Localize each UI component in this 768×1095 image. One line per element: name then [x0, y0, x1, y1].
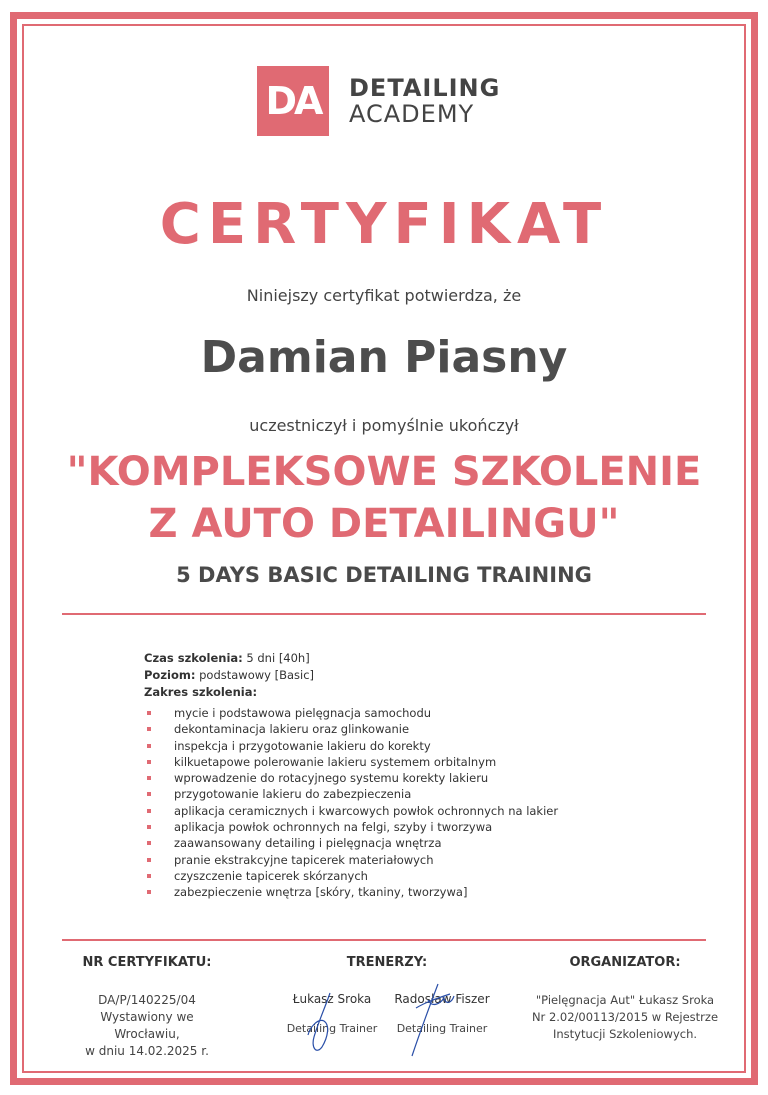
organizer-header: ORGANIZATOR:	[569, 955, 681, 970]
duration-value: 5 dni [40h]	[246, 651, 310, 665]
signature-trainer-2	[398, 978, 458, 1063]
signature-trainer-1	[300, 985, 350, 1060]
certificate-title: CERTYFIKAT	[159, 192, 609, 257]
level-label: Poziom:	[144, 668, 196, 682]
level-value: podstawowy [Basic]	[199, 668, 315, 682]
duration-row	[144, 650, 558, 667]
scope-list	[144, 705, 558, 901]
intro-text: Niniejszy certyfikat potwierdza, że	[246, 286, 522, 305]
course-subtitle: 5 DAYS BASIC DETAILING TRAINING	[176, 563, 592, 587]
scope-label: Zakres szkolenia:	[144, 685, 258, 699]
list-item: zabezpieczenie wnętrza [skóry, tkaniny, tworzywa]	[144, 884, 558, 900]
course-title-line-1: "KOMPLEKSOWE SZKOLENIE	[66, 449, 702, 495]
list-item: dekontaminacja lakieru oraz glinkowanie	[144, 721, 558, 737]
trainers-header: TRENERZY:	[346, 955, 428, 970]
course-title	[0, 446, 768, 550]
trainer-name: Łukasz Sroka	[292, 992, 372, 1006]
logo-wordmark	[349, 76, 500, 126]
certificate-number-section	[72, 955, 222, 1060]
list-item: przygotowanie lakieru do zabezpieczenia	[144, 786, 558, 802]
issue-date: w dniu 14.02.2025 r.	[85, 1044, 209, 1058]
organizer-register-line-1: Nr 2.02/00113/2015 w Rejestrze	[531, 1010, 719, 1024]
divider-top	[62, 613, 706, 615]
list-item: aplikacja powłok ochronnych na felgi, szyby i tworzywa	[144, 819, 558, 835]
organizer-register-line-2: Instytucji Szkoleniowych.	[552, 1027, 698, 1041]
logo-line-1: DETAILING	[349, 74, 501, 102]
list-item: pranie ekstrakcyjne tapicerek materiałowych	[144, 852, 558, 868]
trainer-role: Detailing Trainer	[286, 1022, 378, 1035]
completion-text: uczestniczył i pomyślnie ukończył	[249, 416, 519, 435]
trainer-role: Detailing Trainer	[396, 1022, 488, 1035]
list-item: inspekcja i przygotowanie lakieru do korekty	[144, 738, 558, 754]
course-title-line-2: Z AUTO DETAILINGU"	[148, 501, 620, 547]
list-item: czyszczenie tapicerek skórzanych	[144, 868, 558, 884]
training-details	[144, 650, 558, 901]
organizer-name: "Pielęgnacja Aut" Łukasz Sroka	[535, 993, 715, 1007]
logo-mark: DA	[257, 66, 329, 136]
list-item: zaawansowany detailing i pielęgnacja wnętrza	[144, 835, 558, 851]
list-item: aplikacja ceramicznych i kwarcowych powłok ochronnych na lakier	[144, 803, 558, 819]
certificate-number: DA/P/140225/04	[98, 993, 196, 1007]
logo-line-2: ACADEMY	[349, 100, 475, 128]
duration-label: Czas szkolenia:	[144, 651, 243, 665]
issued-line-1: Wystawiony we	[100, 1010, 194, 1024]
list-item: wprowadzenie do rotacyjnego systemu korekty lakieru	[144, 770, 558, 786]
list-item: kilkuetapowe polerowanie lakieru systemem orbitalnym	[144, 754, 558, 770]
recipient-name: Damian Piasny	[200, 332, 568, 383]
divider-bottom	[62, 939, 706, 941]
level-row	[144, 667, 558, 684]
trainer-name: Radosław Fiszer	[394, 992, 490, 1006]
organizer-section	[530, 955, 720, 1043]
issued-line-2: Wrocławiu,	[114, 1027, 180, 1041]
list-item: mycie i podstawowa pielęgnacja samochodu	[144, 705, 558, 721]
detailing-academy-logo	[257, 66, 500, 136]
certificate-number-header: NR CERTYFIKATU:	[82, 955, 212, 970]
